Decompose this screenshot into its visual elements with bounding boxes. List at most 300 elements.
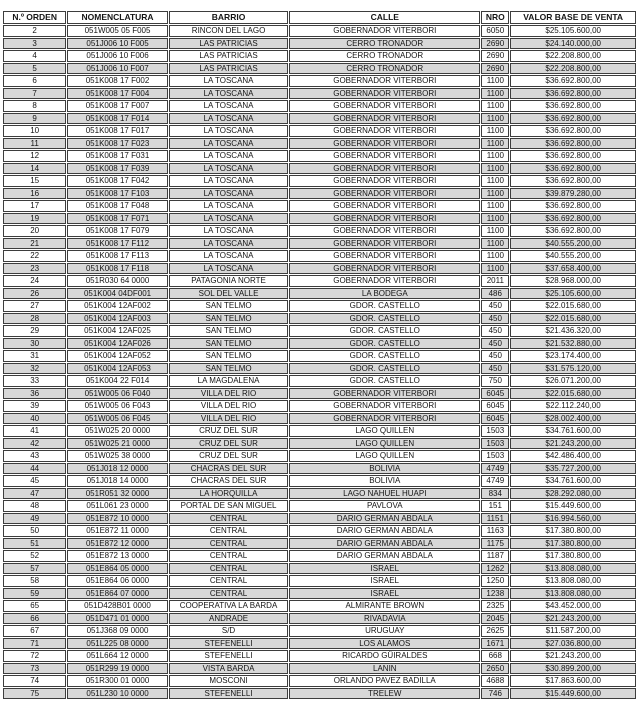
cell-valor: $36.692.800,00 xyxy=(510,125,636,137)
cell-valor: $36.692.800,00 xyxy=(510,200,636,212)
cell-nomenclatura: 051J006 10 F007 xyxy=(67,63,167,75)
cell-calle: ISRAEL xyxy=(289,563,480,575)
cell-calle: GDOR. CASTELLO xyxy=(289,375,480,387)
cell-barrio: CENTRAL xyxy=(169,513,289,525)
cell-nro: 1100 xyxy=(481,125,509,137)
cell-orden: 67 xyxy=(3,625,66,637)
cell-valor: $36.692.800,00 xyxy=(510,100,636,112)
cell-nomenclatura: 051K004 12AF026 xyxy=(67,338,167,350)
cell-barrio: VILLA DEL RIO xyxy=(169,388,289,400)
table-header xyxy=(3,11,636,24)
cell-barrio: VILLA DEL RIO xyxy=(169,413,289,425)
cell-calle: GDOR. CASTELLO xyxy=(289,350,480,362)
table-row xyxy=(3,50,636,62)
cell-barrio: CRUZ DEL SUR xyxy=(169,450,289,462)
cell-barrio: LA TOSCANA xyxy=(169,113,289,125)
cell-calle: LAGO QUILLEN xyxy=(289,425,480,437)
cell-barrio: LA TOSCANA xyxy=(169,125,289,137)
cell-calle: GOBERNADOR VITERBORI xyxy=(289,413,480,425)
table-row xyxy=(3,200,636,212)
cell-orden: 32 xyxy=(3,363,66,375)
cell-barrio: LA TOSCANA xyxy=(169,213,289,225)
cell-nomenclatura: 051L225 08 0000 xyxy=(67,638,167,650)
cell-calle: GOBERNADOR VITERBORI xyxy=(289,138,480,150)
cell-valor: $34.761.600,00 xyxy=(510,425,636,437)
cell-valor: $23.174.400,00 xyxy=(510,350,636,362)
cell-nomenclatura: 051K004 12AF025 xyxy=(67,325,167,337)
table-row xyxy=(3,238,636,250)
cell-nomenclatura: 051L664 12 0000 xyxy=(67,650,167,662)
cell-nomenclatura: 051K008 17 F014 xyxy=(67,113,167,125)
cell-valor: $21.243.200,00 xyxy=(510,650,636,662)
table-row xyxy=(3,513,636,525)
table-row xyxy=(3,75,636,87)
cell-nomenclatura: 051K004 12AF052 xyxy=(67,350,167,362)
cell-valor: $36.692.800,00 xyxy=(510,225,636,237)
cell-orden: 42 xyxy=(3,438,66,450)
cell-nro: 1100 xyxy=(481,138,509,150)
cell-nomenclatura: 051E872 11 0000 xyxy=(67,525,167,537)
column-header-calle: CALLE xyxy=(289,11,480,24)
cell-nro: 1503 xyxy=(481,425,509,437)
table-row xyxy=(3,100,636,112)
cell-nomenclatura: 051K008 17 F042 xyxy=(67,175,167,187)
cell-valor: $13.808.080,00 xyxy=(510,563,636,575)
cell-orden: 40 xyxy=(3,413,66,425)
cell-orden: 22 xyxy=(3,250,66,262)
cell-nomenclatura: 051K004 04DF001 xyxy=(67,288,167,300)
cell-nomenclatura: 051E864 06 0000 xyxy=(67,575,167,587)
cell-nomenclatura: 051W025 20 0000 xyxy=(67,425,167,437)
cell-barrio: LAS PATRICIAS xyxy=(169,63,289,75)
cell-barrio: MOSCONI xyxy=(169,675,289,687)
cell-valor: $15.449.600,00 xyxy=(510,500,636,512)
cell-barrio: SAN TELMO xyxy=(169,300,289,312)
cell-calle: ISRAEL xyxy=(289,575,480,587)
cell-valor: $34.761.600,00 xyxy=(510,475,636,487)
cell-calle: GOBERNADOR VITERBORI xyxy=(289,200,480,212)
cell-barrio: S/D xyxy=(169,625,289,637)
cell-valor: $25.105.600,00 xyxy=(510,288,636,300)
cell-nomenclatura: 051K008 17 F071 xyxy=(67,213,167,225)
cell-nomenclatura: 051K008 17 F118 xyxy=(67,263,167,275)
cell-nro: 1100 xyxy=(481,150,509,162)
cell-valor: $22.015.680,00 xyxy=(510,313,636,325)
table-row xyxy=(3,400,636,412)
cell-nro: 486 xyxy=(481,288,509,300)
column-header-nomenclatura: NOMENCLATURA xyxy=(67,11,167,24)
cell-nro: 1100 xyxy=(481,263,509,275)
cell-calle: GOBERNADOR VITERBORI xyxy=(289,213,480,225)
table-row xyxy=(3,575,636,587)
cell-valor: $21.243.200,00 xyxy=(510,613,636,625)
cell-valor: $36.692.800,00 xyxy=(510,75,636,87)
cell-orden: 20 xyxy=(3,225,66,237)
cell-calle: LAGO NAHUEL HUAPI xyxy=(289,488,480,500)
cell-barrio: CENTRAL xyxy=(169,525,289,537)
cell-calle: GOBERNADOR VITERBORI xyxy=(289,113,480,125)
cell-nro: 151 xyxy=(481,500,509,512)
table-row xyxy=(3,438,636,450)
table-row xyxy=(3,350,636,362)
cell-calle: ISRAEL xyxy=(289,588,480,600)
cell-calle: CERRO TRONADOR xyxy=(289,38,480,50)
cell-barrio: LA TOSCANA xyxy=(169,200,289,212)
cell-valor: $36.692.800,00 xyxy=(510,113,636,125)
cell-valor: $15.449.600,00 xyxy=(510,688,636,700)
table-row xyxy=(3,625,636,637)
cell-calle: BOLIVIA xyxy=(289,463,480,475)
cell-nro: 1100 xyxy=(481,188,509,200)
cell-barrio: SAN TELMO xyxy=(169,338,289,350)
cell-orden: 26 xyxy=(3,288,66,300)
cell-nomenclatura: 051K008 17 F017 xyxy=(67,125,167,137)
cell-calle: GOBERNADOR VITERBORI xyxy=(289,263,480,275)
cell-barrio: STEFENELLI xyxy=(169,650,289,662)
cell-nomenclatura: 051D428B01 0000 xyxy=(67,600,167,612)
cell-orden: 43 xyxy=(3,450,66,462)
table-row xyxy=(3,125,636,137)
cell-valor: $16.994.560,00 xyxy=(510,513,636,525)
cell-orden: 16 xyxy=(3,188,66,200)
cell-calle: LAGO QUILLEN xyxy=(289,438,480,450)
cell-valor: $13.808.080,00 xyxy=(510,575,636,587)
cell-nomenclatura: 051W005 06 F045 xyxy=(67,413,167,425)
cell-nro: 2690 xyxy=(481,50,509,62)
cell-barrio: VILLA DEL RIO xyxy=(169,400,289,412)
cell-nro: 1100 xyxy=(481,200,509,212)
table-row xyxy=(3,325,636,337)
cell-orden: 45 xyxy=(3,475,66,487)
cell-nro: 746 xyxy=(481,688,509,700)
cell-orden: 23 xyxy=(3,263,66,275)
cell-calle: LOS ALAMOS xyxy=(289,638,480,650)
cell-valor: $26.071.200,00 xyxy=(510,375,636,387)
cell-nomenclatura: 051K004 12AF003 xyxy=(67,313,167,325)
cell-nomenclatura: 051K004 12AF002 xyxy=(67,300,167,312)
table-row xyxy=(3,138,636,150)
cell-barrio: CENTRAL xyxy=(169,538,289,550)
cell-barrio: COOPERATIVA LA BARDA xyxy=(169,600,289,612)
cell-orden: 17 xyxy=(3,200,66,212)
cell-nro: 6045 xyxy=(481,413,509,425)
cell-calle: BOLIVIA xyxy=(289,475,480,487)
cell-nro: 4749 xyxy=(481,463,509,475)
cell-nomenclatura: 051K008 17 F103 xyxy=(67,188,167,200)
cell-calle: GDOR. CASTELLO xyxy=(289,338,480,350)
cell-nomenclatura: 051W005 06 F043 xyxy=(67,400,167,412)
cell-orden: 52 xyxy=(3,550,66,562)
table-row xyxy=(3,450,636,462)
cell-valor: $27.036.800,00 xyxy=(510,638,636,650)
cell-orden: 75 xyxy=(3,688,66,700)
table-row xyxy=(3,275,636,287)
cell-nro: 750 xyxy=(481,375,509,387)
cell-calle: LA BODEGA xyxy=(289,288,480,300)
cell-orden: 65 xyxy=(3,600,66,612)
table-row xyxy=(3,163,636,175)
cell-orden: 58 xyxy=(3,575,66,587)
table-body xyxy=(3,25,636,699)
cell-barrio: SAN TELMO xyxy=(169,313,289,325)
table-row xyxy=(3,638,636,650)
cell-barrio: LA TOSCANA xyxy=(169,100,289,112)
cell-nomenclatura: 051R051 32 0000 xyxy=(67,488,167,500)
cell-calle: GOBERNADOR VITERBORI xyxy=(289,75,480,87)
cell-barrio: SOL DEL VALLE xyxy=(169,288,289,300)
cell-orden: 8 xyxy=(3,100,66,112)
cell-barrio: LA TOSCANA xyxy=(169,75,289,87)
cell-valor: $37.658.400,00 xyxy=(510,263,636,275)
cell-orden: 12 xyxy=(3,150,66,162)
cell-orden: 47 xyxy=(3,488,66,500)
cell-barrio: SAN TELMO xyxy=(169,350,289,362)
cell-orden: 29 xyxy=(3,325,66,337)
cell-nro: 1503 xyxy=(481,438,509,450)
cell-nro: 1100 xyxy=(481,250,509,262)
cell-calle: GDOR. CASTELLO xyxy=(289,300,480,312)
cell-calle: LAGO QUILLEN xyxy=(289,450,480,462)
cell-orden: 44 xyxy=(3,463,66,475)
cell-orden: 74 xyxy=(3,675,66,687)
cell-orden: 11 xyxy=(3,138,66,150)
cell-valor: $13.808.080,00 xyxy=(510,588,636,600)
cell-barrio: CENTRAL xyxy=(169,550,289,562)
cell-nomenclatura: 051R030 64 0000 xyxy=(67,275,167,287)
cell-nomenclatura: 051K008 17 F007 xyxy=(67,100,167,112)
cell-calle: ORLANDO PAVEZ BADILLA xyxy=(289,675,480,687)
table-row xyxy=(3,538,636,550)
cell-valor: $21.532.880,00 xyxy=(510,338,636,350)
table-row xyxy=(3,375,636,387)
cell-calle: DARIO GERMAN ABDALA xyxy=(289,538,480,550)
cell-calle: DARIO GERMAN ABDALA xyxy=(289,513,480,525)
table-row xyxy=(3,550,636,562)
cell-nomenclatura: 051E872 10 0000 xyxy=(67,513,167,525)
cell-nro: 834 xyxy=(481,488,509,500)
cell-orden: 33 xyxy=(3,375,66,387)
table-row xyxy=(3,388,636,400)
cell-calle: GOBERNADOR VITERBORI xyxy=(289,25,480,37)
cell-orden: 15 xyxy=(3,175,66,187)
cell-nomenclatura: 051J018 12 0000 xyxy=(67,463,167,475)
cell-orden: 41 xyxy=(3,425,66,437)
cell-nomenclatura: 051L061 23 0000 xyxy=(67,500,167,512)
cell-valor: $30.899.200,00 xyxy=(510,663,636,675)
cell-calle: URUGUAY xyxy=(289,625,480,637)
cell-nomenclatura: 051K008 17 F039 xyxy=(67,163,167,175)
cell-valor: $28.002.400,00 xyxy=(510,413,636,425)
cell-nro: 1151 xyxy=(481,513,509,525)
cell-valor: $36.692.800,00 xyxy=(510,150,636,162)
cell-valor: $22.015.680,00 xyxy=(510,388,636,400)
cell-orden: 39 xyxy=(3,400,66,412)
cell-calle: LANIN xyxy=(289,663,480,675)
cell-valor: $17.380.800,00 xyxy=(510,538,636,550)
table-row xyxy=(3,300,636,312)
cell-nro: 6045 xyxy=(481,388,509,400)
cell-barrio: CRUZ DEL SUR xyxy=(169,438,289,450)
cell-orden: 73 xyxy=(3,663,66,675)
column-header-orden: N.º ORDEN xyxy=(3,11,66,24)
cell-valor: $36.692.800,00 xyxy=(510,163,636,175)
cell-nro: 2690 xyxy=(481,38,509,50)
cell-calle: GOBERNADOR VITERBORI xyxy=(289,275,480,287)
cell-barrio: LA TOSCANA xyxy=(169,238,289,250)
cell-barrio: CENTRAL xyxy=(169,588,289,600)
cell-calle: CERRO TRONADOR xyxy=(289,50,480,62)
cell-nro: 1100 xyxy=(481,163,509,175)
cell-barrio: LA TOSCANA xyxy=(169,175,289,187)
cell-valor: $42.486.400,00 xyxy=(510,450,636,462)
cell-nomenclatura: 051K004 12AF053 xyxy=(67,363,167,375)
cell-barrio: CHACRAS DEL SUR xyxy=(169,475,289,487)
cell-barrio: LA TOSCANA xyxy=(169,188,289,200)
cell-calle: GOBERNADOR VITERBORI xyxy=(289,163,480,175)
cell-valor: $36.692.800,00 xyxy=(510,175,636,187)
cell-nomenclatura: 051K008 17 F112 xyxy=(67,238,167,250)
cell-calle: DARIO GERMAN ABDALA xyxy=(289,525,480,537)
cell-orden: 27 xyxy=(3,300,66,312)
cell-nro: 450 xyxy=(481,338,509,350)
cell-nomenclatura: 051L230 10 0000 xyxy=(67,688,167,700)
cell-calle: DARIO GERMAN ABDALA xyxy=(289,550,480,562)
cell-orden: 3 xyxy=(3,38,66,50)
column-header-barrio: BARRIO xyxy=(169,11,289,24)
cell-valor: $17.863.600,00 xyxy=(510,675,636,687)
table-row xyxy=(3,88,636,100)
cell-calle: RIVADAVIA xyxy=(289,613,480,625)
table-row xyxy=(3,488,636,500)
cell-nomenclatura: 051K008 17 F079 xyxy=(67,225,167,237)
cell-nro: 1100 xyxy=(481,238,509,250)
cell-valor: $39.879.280,00 xyxy=(510,188,636,200)
cell-nomenclatura: 051R299 19 0000 xyxy=(67,663,167,675)
cell-calle: PAVLOVA xyxy=(289,500,480,512)
table-row xyxy=(3,188,636,200)
cell-nro: 1100 xyxy=(481,113,509,125)
cell-nro: 1238 xyxy=(481,588,509,600)
cell-calle: TRELEW xyxy=(289,688,480,700)
column-header-valor: VALOR BASE DE VENTA xyxy=(510,11,636,24)
cell-valor: $11.587.200,00 xyxy=(510,625,636,637)
cell-nro: 1175 xyxy=(481,538,509,550)
cell-nro: 1100 xyxy=(481,100,509,112)
column-header-nro: NRO xyxy=(481,11,509,24)
cell-valor: $22.015.680,00 xyxy=(510,300,636,312)
table-row xyxy=(3,175,636,187)
cell-calle: GOBERNADOR VITERBORI xyxy=(289,400,480,412)
cell-orden: 71 xyxy=(3,638,66,650)
cell-barrio: LA TOSCANA xyxy=(169,88,289,100)
cell-nomenclatura: 051J006 10 F005 xyxy=(67,38,167,50)
cell-calle: GOBERNADOR VITERBORI xyxy=(289,388,480,400)
cell-nro: 1187 xyxy=(481,550,509,562)
cell-calle: GOBERNADOR VITERBORI xyxy=(289,125,480,137)
cell-nro: 2650 xyxy=(481,663,509,675)
cell-valor: $24.140.000,00 xyxy=(510,38,636,50)
cell-valor: $40.555.200,00 xyxy=(510,250,636,262)
cell-barrio: LA TOSCANA xyxy=(169,225,289,237)
cell-valor: $36.692.800,00 xyxy=(510,138,636,150)
cell-nomenclatura: 051J018 14 0000 xyxy=(67,475,167,487)
cell-barrio: LA TOSCANA xyxy=(169,250,289,262)
cell-barrio: STEFENELLI xyxy=(169,688,289,700)
table-row xyxy=(3,413,636,425)
cell-nomenclatura: 051J368 09 0000 xyxy=(67,625,167,637)
cell-nomenclatura: 051E864 07 0000 xyxy=(67,588,167,600)
table-row xyxy=(3,588,636,600)
cell-nomenclatura: 051W005 05 F005 xyxy=(67,25,167,37)
cell-nro: 1100 xyxy=(481,213,509,225)
cell-barrio: LA TOSCANA xyxy=(169,163,289,175)
cell-nro: 2011 xyxy=(481,275,509,287)
cell-nomenclatura: 051D471 01 0000 xyxy=(67,613,167,625)
cell-orden: 59 xyxy=(3,588,66,600)
cell-valor: $17.380.800,00 xyxy=(510,525,636,537)
cell-valor: $22.208.800,00 xyxy=(510,63,636,75)
cell-valor: $17.380.800,00 xyxy=(510,550,636,562)
table-row xyxy=(3,313,636,325)
cell-orden: 5 xyxy=(3,63,66,75)
cell-orden: 10 xyxy=(3,125,66,137)
cell-nro: 450 xyxy=(481,363,509,375)
cell-valor: $35.727.200,00 xyxy=(510,463,636,475)
cell-nro: 4749 xyxy=(481,475,509,487)
cell-nro: 450 xyxy=(481,300,509,312)
cell-nomenclatura: 051W005 06 F040 xyxy=(67,388,167,400)
table-row xyxy=(3,500,636,512)
table-row xyxy=(3,288,636,300)
cell-nro: 1503 xyxy=(481,450,509,462)
cell-orden: 6 xyxy=(3,75,66,87)
table-row xyxy=(3,563,636,575)
cell-barrio: LA TOSCANA xyxy=(169,263,289,275)
table-row xyxy=(3,213,636,225)
cell-orden: 48 xyxy=(3,500,66,512)
cell-calle: RICARDO GÜIRALDES xyxy=(289,650,480,662)
auction-listing-table xyxy=(2,10,637,700)
cell-valor: $40.555.200,00 xyxy=(510,238,636,250)
cell-barrio: CHACRAS DEL SUR xyxy=(169,463,289,475)
cell-calle: GDOR. CASTELLO xyxy=(289,363,480,375)
table-row xyxy=(3,25,636,37)
cell-orden: 36 xyxy=(3,388,66,400)
cell-calle: GDOR. CASTELLO xyxy=(289,325,480,337)
cell-orden: 19 xyxy=(3,213,66,225)
cell-calle: GOBERNADOR VITERBORI xyxy=(289,175,480,187)
cell-barrio: VISTA BARDA xyxy=(169,663,289,675)
cell-nomenclatura: 051E864 05 0000 xyxy=(67,563,167,575)
cell-nro: 1250 xyxy=(481,575,509,587)
cell-barrio: LA TOSCANA xyxy=(169,150,289,162)
cell-orden: 51 xyxy=(3,538,66,550)
cell-barrio: ANDRADE xyxy=(169,613,289,625)
cell-barrio: STEFENELLI xyxy=(169,638,289,650)
cell-calle: GOBERNADOR VITERBORI xyxy=(289,225,480,237)
table-row xyxy=(3,688,636,700)
cell-valor: $25.105.600,00 xyxy=(510,25,636,37)
table-row xyxy=(3,475,636,487)
table-row xyxy=(3,613,636,625)
cell-nomenclatura: 051K008 17 F004 xyxy=(67,88,167,100)
cell-nomenclatura: 051E872 13 0000 xyxy=(67,550,167,562)
cell-orden: 57 xyxy=(3,563,66,575)
table-row xyxy=(3,463,636,475)
cell-orden: 24 xyxy=(3,275,66,287)
cell-orden: 50 xyxy=(3,525,66,537)
table-row xyxy=(3,150,636,162)
